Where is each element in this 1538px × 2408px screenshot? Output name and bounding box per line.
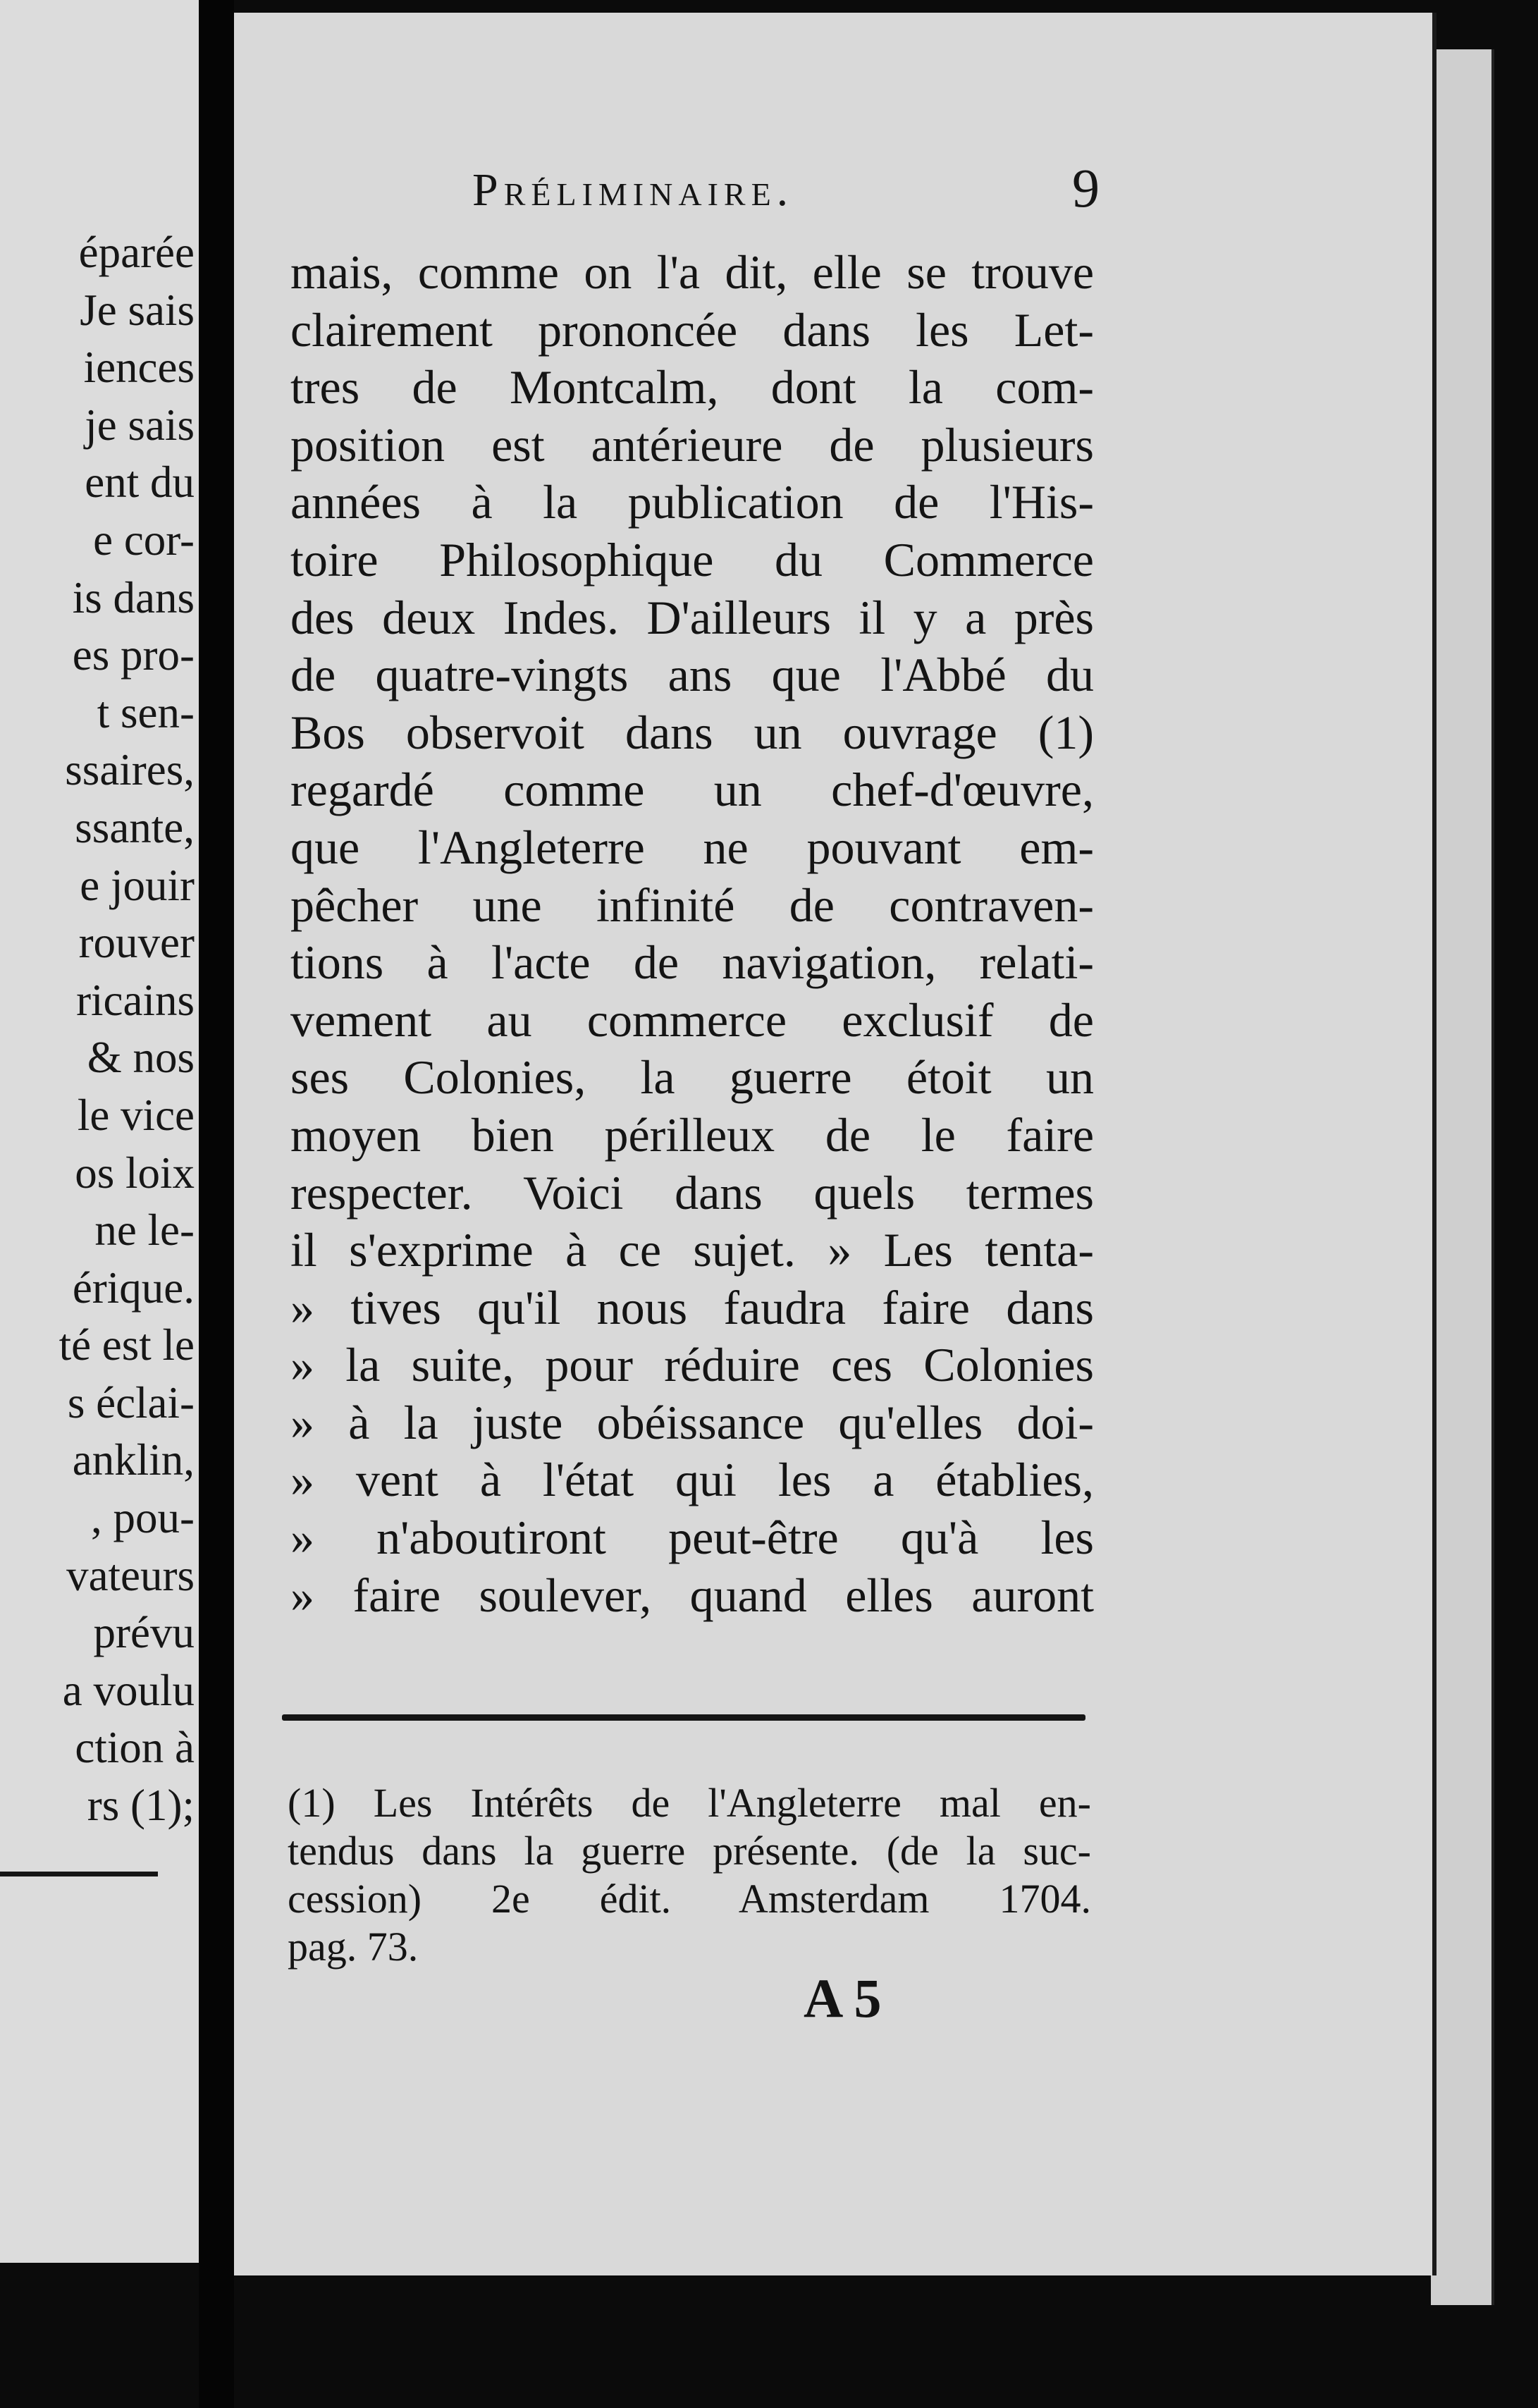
text-line: Bos observoit dans un ouvrage (1) <box>290 705 1094 759</box>
text-line: » la suite, pour réduire ces Colonies <box>290 1338 1094 1392</box>
footnote-line: pag. 73. <box>288 1924 419 1970</box>
left-line: érique. <box>72 1263 195 1313</box>
text-line: clairement prononcée dans les Let- <box>290 302 1094 357</box>
left-line: rouver <box>78 918 195 968</box>
text-line: » tives qu'il nous faudra faire dans <box>290 1280 1094 1334</box>
left-line: anklin, <box>72 1435 195 1485</box>
left-page <box>0 0 199 2263</box>
left-line: ricains <box>76 975 195 1025</box>
next-page-edge <box>1431 49 1494 2305</box>
text-line: que l'Angleterre ne pouvant em- <box>290 820 1094 874</box>
left-line: a voulu <box>62 1665 195 1715</box>
text-line: toire Philosophique du Commerce <box>290 532 1094 586</box>
left-line: t sen- <box>97 687 195 737</box>
running-head: Préliminaire. <box>472 164 794 216</box>
left-line: prévu <box>93 1608 195 1658</box>
left-line: & nos <box>87 1033 195 1083</box>
left-line: vateurs <box>66 1550 195 1600</box>
text-line: des deux Indes. D'ailleurs il y a près <box>290 590 1094 644</box>
text-line: » faire soulever, quand elles auront <box>290 1568 1094 1622</box>
left-line: s éclai- <box>67 1377 195 1427</box>
left-line: e jouir <box>80 860 195 910</box>
left-line: ssante, <box>75 802 195 852</box>
left-line: ssaires, <box>65 745 195 795</box>
left-line: té est le <box>59 1320 195 1370</box>
page-number: 9 <box>1072 157 1100 219</box>
left-line: ne le- <box>94 1205 195 1255</box>
left-line: ction à <box>75 1723 195 1773</box>
body-text <box>290 244 1094 1624</box>
footnote-rule <box>282 1714 1085 1721</box>
left-line: ent du <box>85 457 195 508</box>
left-line: Je sais <box>80 285 195 335</box>
text-line: tions à l'acte de navigation, relati- <box>290 935 1094 990</box>
left-line: es pro- <box>72 630 195 680</box>
text-line: années à la publication de l'His- <box>290 475 1094 529</box>
left-line: je sais <box>85 400 195 450</box>
left-line: rs (1); <box>87 1781 195 1831</box>
text-line: position est antérieure de plusieurs <box>290 417 1094 472</box>
text-line: respecter. Voici dans quels termes <box>290 1165 1094 1220</box>
left-line: le vice <box>77 1090 195 1140</box>
text-line: vement au commerce exclusif de <box>290 993 1094 1047</box>
left-line: e cor- <box>93 515 195 565</box>
left-line: os loix <box>75 1148 195 1198</box>
text-line: » n'aboutiront peut-être qu'à les <box>290 1511 1094 1565</box>
left-line: , pou- <box>91 1493 195 1543</box>
left-line: éparée <box>78 228 195 277</box>
text-line: il s'exprime à ce sujet. » Les tenta- <box>290 1223 1094 1277</box>
signature-mark: A 5 <box>804 1967 882 2029</box>
text-line: pêcher une infinité de contraven- <box>290 878 1094 932</box>
left-footnote-rule <box>0 1872 158 1876</box>
text-line: moyen bien périlleux de le faire <box>290 1107 1094 1162</box>
footnote-line: tendus dans la guerre présente. (de la suc- <box>288 1828 1091 1874</box>
text-line: tres de Montcalm, dont la com- <box>290 360 1094 414</box>
text-line: » à la juste obéissance qu'elles doi- <box>290 1395 1094 1449</box>
page-header <box>240 156 1100 227</box>
left-line: iences <box>83 343 195 393</box>
footnote-line: cession) 2e édit. Amsterdam 1704. <box>288 1876 1091 1922</box>
text-line: » vent à l'état qui les a établies, <box>290 1453 1094 1507</box>
footnote-line: (1) Les Intérêts de l'Angleterre mal en- <box>288 1780 1091 1826</box>
text-line: de quatre-vingts ans que l'Abbé du <box>290 648 1094 702</box>
left-page-text <box>59 224 195 1835</box>
text-line: regardé comme un chef-d'œuvre, <box>290 763 1094 817</box>
footnote <box>288 1779 1091 1971</box>
left-line: is dans <box>72 572 195 622</box>
text-line: mais, comme on l'a dit, elle se trouve <box>290 245 1094 299</box>
text-line: ses Colonies, la guerre étoit un <box>290 1050 1094 1105</box>
book-gutter <box>199 0 234 2408</box>
